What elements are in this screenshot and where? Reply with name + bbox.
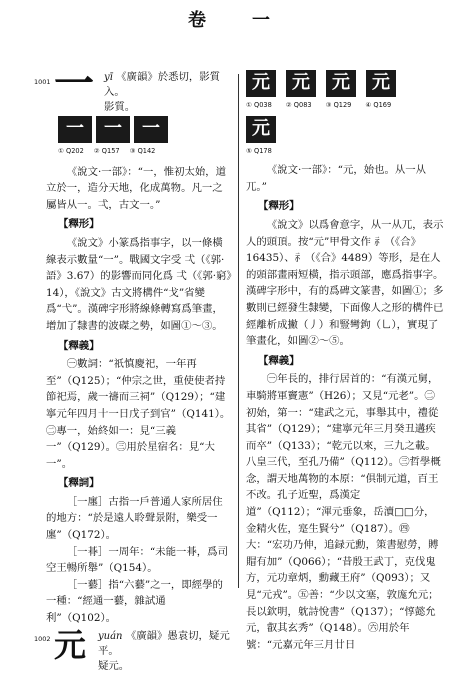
section-heading: 【釋形】	[258, 200, 300, 213]
word-item: ［一藝］指“六藝”之一，即經學的一種：“經通一藝，雜試通利”（Q102）。	[46, 578, 223, 625]
rubbing-image: 元	[286, 70, 316, 97]
rubbing-image: 一	[134, 116, 168, 143]
pinyin: yī	[104, 72, 113, 83]
image-caption: ③ Q129	[325, 101, 352, 109]
right-column	[246, 70, 444, 653]
image-caption: ① Q202	[58, 147, 84, 155]
left-column	[34, 60, 232, 672]
column-divider	[238, 74, 239, 588]
meaning-text: ㊀年長的，排行居首的：“有漢元舅，車騎將軍竇憲”（H26）；又見“元老”。㊁初始，第一：“建武之元，事舉其中，禮從其省”（Q129）；“建寧元年三月癸丑遘疾而卒”（Q133）；“乾元以來，三九之載。八皇三代，至孔乃備”（Q112）。㊂哲學概念，謂天地萬物的本原：“俱制元道，百王不改。孔子近聖，爲漢定道”（Q112）；“渾元垂象，岳瀆□□分，金精火佐，寔生賢兮”（Q187）。㊃大：“宏功乃伸，追録元勳，策書慰勞，賻賵有加”（Q066）；“昔殷王武丁，克伐鬼方，元功章炳，勳藏王府”（Q093）；又見“元戎”。㊄善：“少以文塞，敦庬允元；長以欽明，躭詩悅書”（Q137）；“惇懿允元，叡其玄秀”（Q148）。㊅用於年號：“元嘉元年三月廿日	[246, 373, 441, 651]
image-caption: ③ Q142	[129, 147, 156, 155]
shuowen-text: 《說文·一部》：“元，始也。从一从兀。”	[246, 164, 427, 193]
head-char: 元	[54, 625, 87, 664]
pinyin: yuán	[98, 630, 123, 642]
section-heading: 【釋詞】	[58, 477, 100, 490]
shuowen-text: 《說文·一部》：“一，惟初太始，道立於一，造分天地，化成萬物。凡一之屬皆从一。弌，古文一。”	[46, 165, 227, 211]
rubbing-image: 元	[246, 116, 276, 143]
entry-header-2	[34, 625, 232, 672]
image-caption: ② Q157	[93, 147, 120, 155]
entry-number: 1001	[34, 78, 51, 86]
rubbing-image: 元	[366, 70, 396, 97]
phonology: 影質。	[104, 101, 136, 113]
rubbing-image: 一	[96, 116, 130, 143]
rhyme-source: 《廣韻》於悉切，影質入。	[104, 71, 221, 98]
image-caption: ① Q038	[246, 101, 272, 109]
glyph-images	[58, 116, 232, 160]
entry-source	[98, 629, 234, 674]
page-title: 卷 一	[188, 10, 284, 31]
section-heading: 【釋義】	[58, 339, 100, 352]
phonology: 疑元。	[98, 659, 130, 672]
entry-number: 1002	[34, 634, 51, 643]
rubbing-image: 元	[246, 70, 276, 97]
head-char: 一	[54, 60, 94, 107]
entry-header-1	[34, 60, 232, 116]
form-text: 《說文》小篆爲指事字，以一條橫線表示數量“一”。戰國文字受 弌（《郭·語》3.67）的影響而同化爲 弌（《郭·窮》14），《說文》古文將構件“戈”省變爲“弋”。漢碑字形將線條轉寫爲筆畫，增加了隸書的波磔之勢，如圖①～③。	[46, 236, 232, 332]
section-heading: 【釋義】	[258, 354, 300, 367]
section-heading: 【釋形】	[58, 218, 100, 231]
form-text: 《說文》以爲會意字，从一从兀，表示人的頭頂。按“元”甲骨文作 ⺬（《合》16435）、⺬（《合》4489）等形，是在人的頭部畫兩短橫，指示頭部，應爲指事字。漢碑字形中，有的爲碑文篆書，如圖①；多數則已經發生隸變，下面像人之形的構件已經離析成撇（丿）和豎彎鉤（乚），實現了筆畫化，如圖②～⑤。	[246, 218, 444, 348]
word-item: ［一朞］一周年：“未能一朞，爲司空王暢所舉”（Q154）。	[46, 545, 228, 575]
image-caption: ② Q083	[285, 101, 312, 109]
word-item: ［一廛］古指一戶普通人家所居住的地方：“於是遠人聆聲景附，樂受一廛”（Q172）。	[46, 495, 223, 542]
image-caption: ④ Q169	[365, 101, 392, 109]
rubbing-image: 一	[58, 116, 92, 143]
rubbing-image: 元	[326, 70, 356, 97]
rhyme-source: 《廣韻》愚袁切，疑元平。	[98, 629, 230, 657]
glyph-images	[246, 70, 444, 159]
entry-source	[104, 70, 234, 115]
image-caption: ⑤ Q178	[246, 146, 272, 155]
meaning-text: ㊀數詞：“祇慎慶祀，一年再至”（Q125）；“仲宗之世，重使使者持節祀焉，歲一禱而三祠”（Q129）；“建寧元年四月十一日戊子到官”（Q141）。㊁專一，始終如一：見“三義一”（Q129）。㊂用於星宿名：見“大一”。	[46, 358, 231, 470]
